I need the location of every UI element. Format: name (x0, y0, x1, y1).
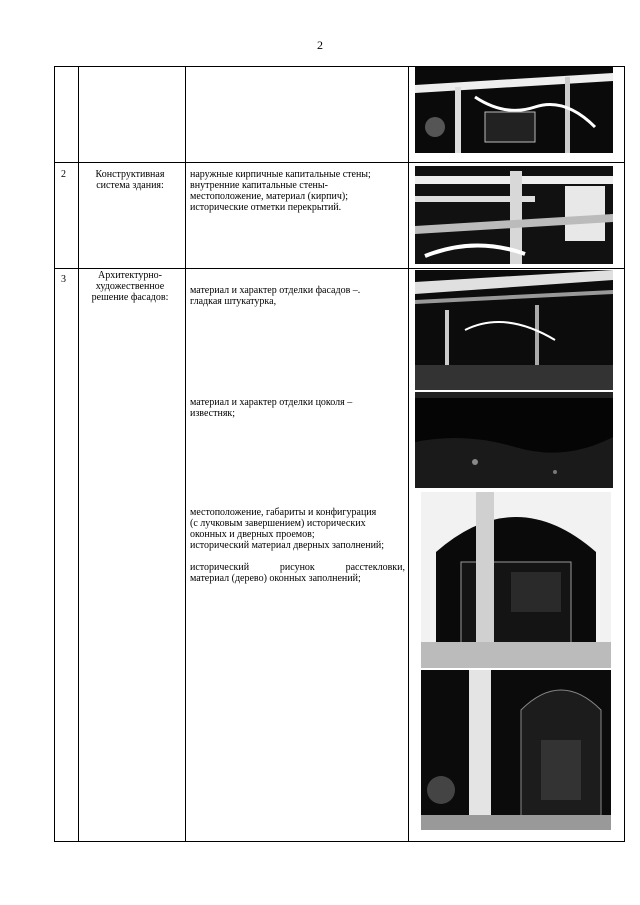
row-divider-1 (55, 162, 624, 163)
col-divider-1 (78, 67, 79, 841)
row-3-name: Архитектурно-художественное решение фасадов: (91, 270, 169, 303)
row-3-openings (190, 507, 405, 584)
row-3-desc-c-line-2: (с лучковым завершением) исторических (190, 518, 366, 529)
row-2-desc-line-2: внутренние капитальные стены- (190, 180, 328, 191)
row-3-facade-finish (190, 285, 405, 307)
row-3-number: 3 (61, 274, 66, 285)
row-3-plinth-finish (190, 397, 405, 419)
facade-photo-2 (415, 270, 613, 390)
page-number: 2 (317, 38, 323, 52)
row-2-desc-line-3: местоположение, материал (кирпич); (190, 191, 349, 202)
facade-photo-1 (415, 67, 613, 153)
row-3-desc-d-line-2: материал (дерево) оконных заполнений; (190, 573, 361, 584)
col-divider-3 (408, 67, 409, 841)
row-3-desc-a-line-2: гладкая штукатурка, (190, 296, 277, 307)
row-2-desc-line-1: наружные кирпичные капитальные стены; (190, 169, 371, 180)
row-3-desc-c-line-4: исторический материал дверных заполнений; (190, 540, 385, 551)
row-3-desc-c-line-1: местоположение, габариты и конфигурация (190, 507, 377, 518)
structure-photo (415, 166, 613, 264)
row-2-number: 2 (61, 169, 66, 180)
row-2-description (190, 169, 405, 213)
row-2-desc-line-4: исторические отметки перекрытий. (190, 202, 342, 213)
row-3-desc-a-line-1: материал и характер отделки фасадов –. (190, 285, 361, 296)
col-divider-2 (185, 67, 186, 841)
row-3-desc-b-line-2: известняк; (190, 408, 236, 419)
row-2-name: Конструктивная система здания: (95, 169, 165, 191)
window-photo-2 (421, 670, 611, 830)
attributes-table (54, 66, 625, 842)
row-3-desc-c-line-3: оконных и дверных проемов; (190, 529, 315, 540)
row-divider-2 (55, 268, 624, 269)
window-photo-1 (421, 492, 611, 668)
row-3-desc-d-line-1: исторический рисунок расстекловки, (190, 562, 405, 573)
plinth-photo (415, 392, 613, 488)
row-3-desc-b-line-1: материал и характер отделки цоколя – (190, 397, 353, 408)
spacer (190, 551, 405, 562)
